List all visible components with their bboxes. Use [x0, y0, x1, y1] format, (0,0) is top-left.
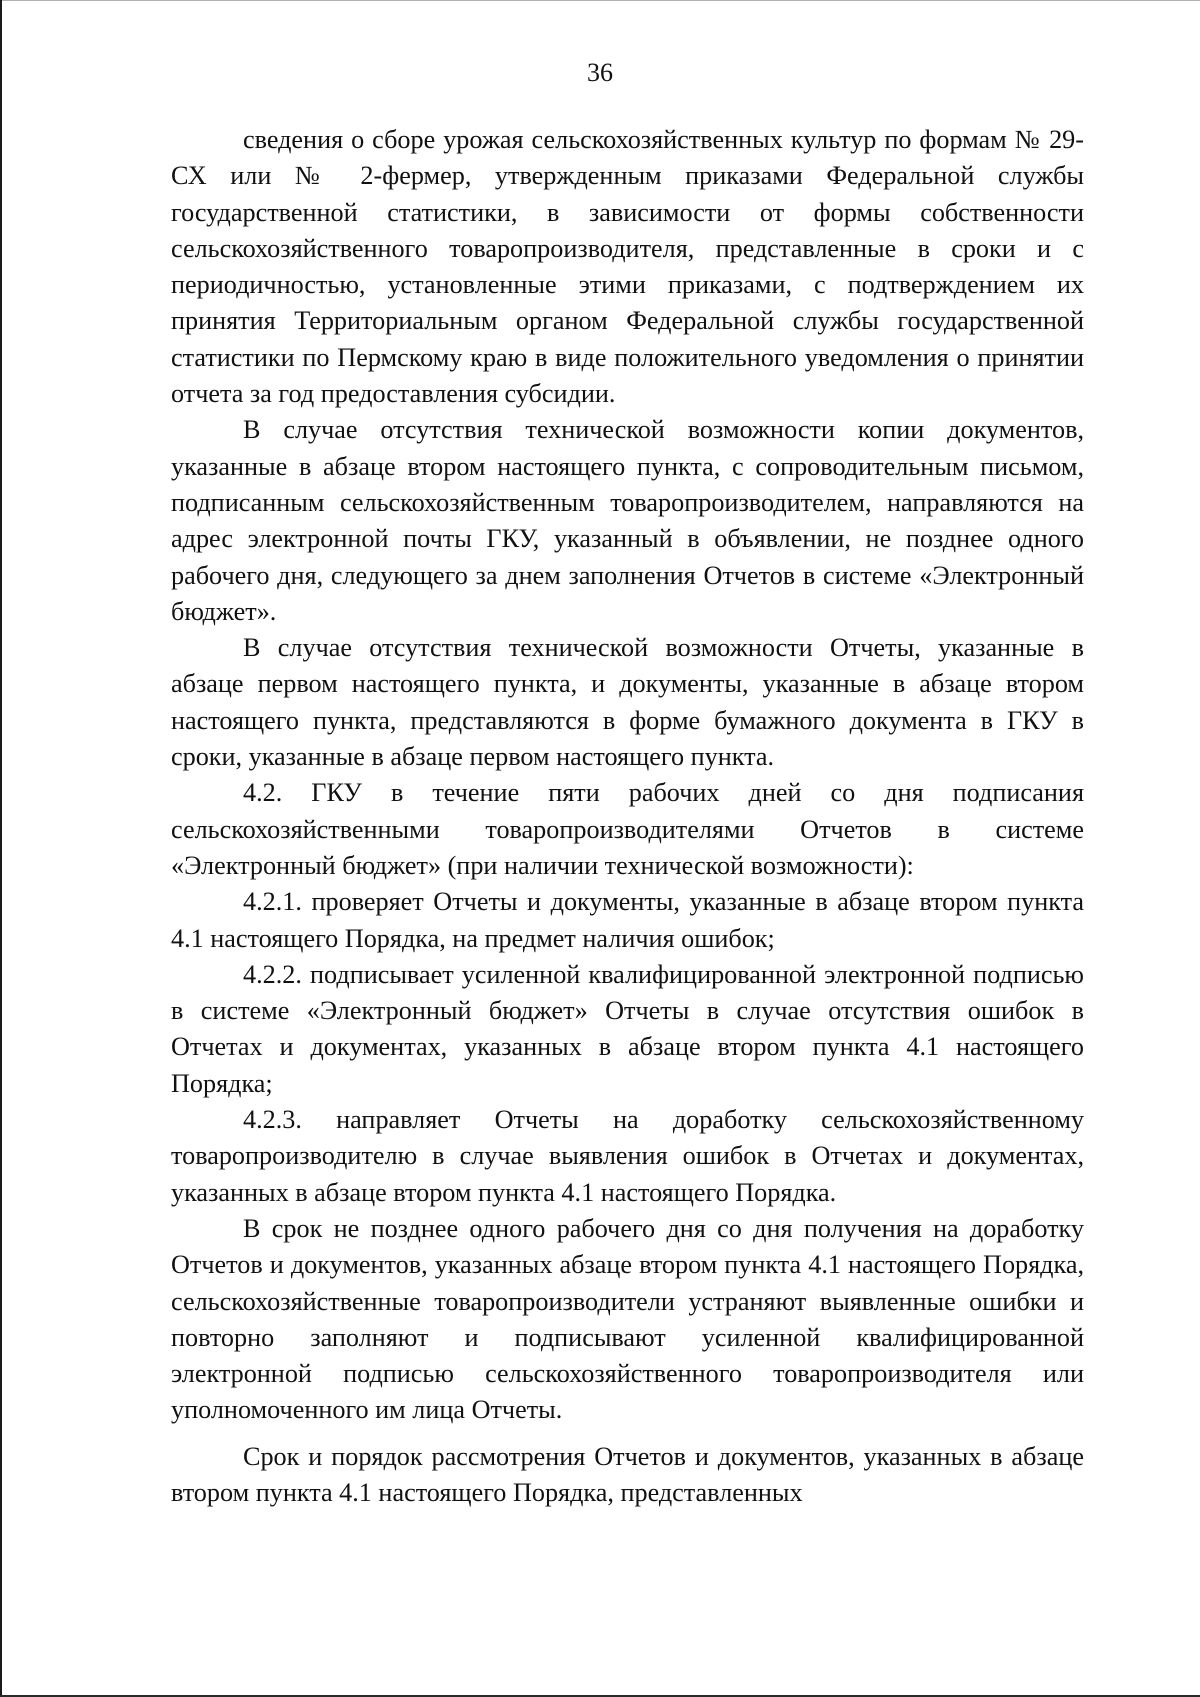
paragraph-harvest-data: сведения о сборе урожая сельскохозяйственных культур по формам № 29-СХ или № 2-фермер, утвержденным приказами Федеральной службы государственной статистики, в зависимости от формы собственности сельскохозяйственного товаропроизводителя, представленные в сроки и с периодичностью, установленные этими приказами, с подтверждением их принятия Территориальным органом Федеральной службы государственной статистики по Пермскому краю в виде положительного уведомления о принятии отчета за год предоставления субсидии. — [171, 125, 1084, 409]
paragraph-4-2-2: 4.2.2. подписывает усиленной квалифицированной электронной подписью в системе «Электронный бюджет» Отчеты в случае отсутствия ошибок в Отчетах и документах, указанных в абзаце втором пункта 4.1 настоящего Порядка; — [171, 959, 1084, 1098]
paragraph-no-tech-paper: В случае отсутствия технической возможности Отчеты, указанные в абзаце первом настоящего пункта, и документы, указанные в абзаце втором настоящего пункта, представляются в форме бумажного документа в ГКУ в сроки, указанные в абзаце первом настоящего пункта. — [171, 633, 1084, 772]
paragraph-4-2-1: 4.2.1. проверяет Отчеты и документы, указанные в абзаце втором пункта 4.1 настоящего Порядка, на предмет наличия ошибок; — [171, 887, 1084, 953]
paragraph-no-tech-copies: В случае отсутствия технической возможности копии документов, указанные в абзаце втором настоящего пункта, с сопроводительным письмом, подписанным сельскохозяйственным товаропроизводителем, направляются на адрес электронной почты ГКУ, указанный в объявлении, не позднее одного рабочего дня, следующего за днем заполнения Отчетов в системе «Электронный бюджет». — [171, 415, 1084, 626]
paragraph-rework-deadline: В срок не позднее одного рабочего дня со дня получения на доработку Отчетов и документов, указанных абзаце втором пункта 4.1 настоящего Порядка, сельскохозяйственные товаропроизводители устраняют выявленные ошибки и повторно заполняют и подписывают усиленной квалифицированной электронной подписью сельскохозяйственного товаропроизводителя или уполномоченного им лица Отчеты. — [171, 1213, 1084, 1425]
page-number: 36 — [587, 58, 613, 87]
paragraph-review-term: Срок и порядок рассмотрения Отчетов и документов, указанных в абзаце втором пункта 4.1 настоящего Порядка, представленных — [171, 1441, 1084, 1507]
scan-edge-left — [0, 0, 2, 1697]
paragraph-4-2-3: 4.2.3. направляет Отчеты на доработку сельскохозяйственному товаропроизводителю в случае выявления ошибок в Отчетах и документах, указанных в абзаце втором пункта 4.1 настоящего Порядка. — [171, 1105, 1084, 1207]
paragraph-4-2: 4.2. ГКУ в течение пяти рабочих дней со дня подписания сельскохозяйственными товаропроизводителями Отчетов в системе «Электронный бюджет» (при наличии технической возможности): — [171, 778, 1084, 880]
document-body — [171, 122, 1084, 1511]
scan-edge-top — [0, 0, 1200, 1]
